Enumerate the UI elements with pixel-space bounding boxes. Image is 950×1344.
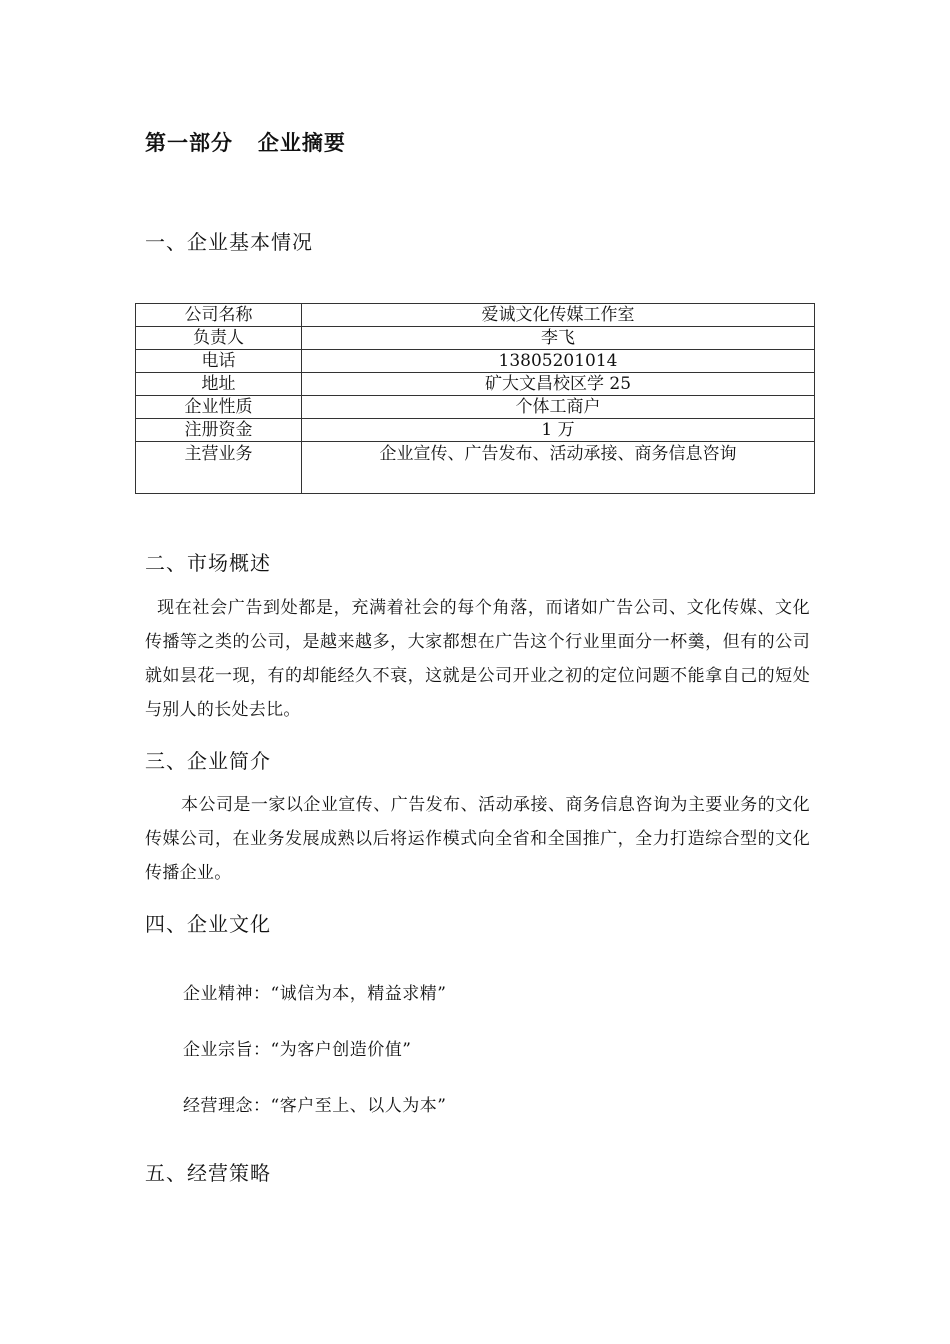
info-key: 电话: [136, 350, 302, 373]
company-intro-paragraph: 本公司是一家以企业宣传、广告发布、活动承接、商务信息咨询为主要业务的文化传媒公司，在业务发展成熟以后将运作模式向全省和全国推广，全力打造综合型的文化传播企业。: [145, 795, 810, 883]
section-heading-intro: 三、企业简介: [145, 749, 271, 773]
table-row: [136, 373, 815, 396]
company-info-table: [135, 303, 815, 494]
table-row: [136, 419, 815, 442]
table-row: [136, 350, 815, 373]
info-value: 个体工商户: [302, 396, 815, 419]
table-row: [136, 327, 815, 350]
section-heading-culture: 四、企业文化: [145, 912, 271, 936]
info-value: 1 万: [302, 419, 815, 442]
info-key: 企业性质: [136, 396, 302, 419]
part-title: 第一部分 企业摘要: [145, 130, 346, 155]
table-row: [136, 442, 815, 494]
info-value: 李飞: [302, 327, 815, 350]
info-value: 企业宣传、广告发布、活动承接、商务信息咨询: [302, 442, 815, 494]
info-value: 矿大文昌校区学 25: [302, 373, 815, 396]
info-value: 爱诚文化传媒工作室: [302, 304, 815, 327]
section-heading-basic-info: 一、企业基本情况: [145, 230, 313, 254]
info-key: 地址: [136, 373, 302, 396]
table-row: [136, 396, 815, 419]
culture-philosophy: 经营理念：“客户至上、以人为本”: [183, 1096, 447, 1116]
culture-purpose: 企业宗旨：“为客户创造价值”: [183, 1040, 412, 1060]
table-row: [136, 304, 815, 327]
info-key: 注册资金: [136, 419, 302, 442]
market-overview-paragraph: 现在社会广告到处都是，充满着社会的每个角落，而诸如广告公司、文化传媒、文化传播等之类的公司，是越来越多，大家都想在广告这个行业里面分一杯羹，但有的公司就如昙花一现，有的却能经久不衰，这就是公司开业之初的定位问题不能拿自己的短处与别人的长处去比。: [145, 598, 810, 720]
culture-spirit: 企业精神：“诚信为本，精益求精”: [183, 984, 447, 1004]
info-key: 负责人: [136, 327, 302, 350]
info-value: 13805201014: [302, 350, 815, 373]
section-heading-market: 二、市场概述: [145, 551, 271, 575]
info-key: 主营业务: [136, 442, 302, 494]
section-heading-strategy: 五、经营策略: [145, 1161, 271, 1185]
info-key: 公司名称: [136, 304, 302, 327]
